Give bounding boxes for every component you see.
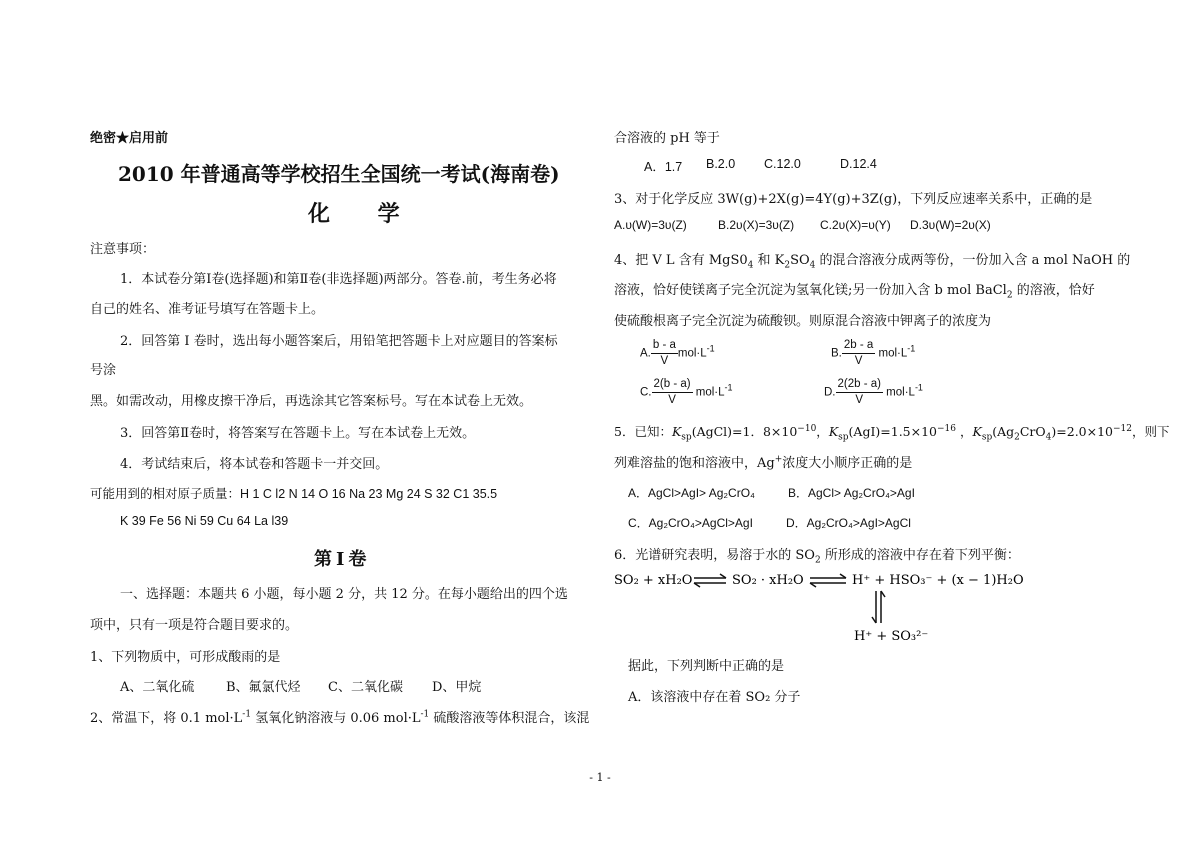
notice-item-2-line1: 2．回答第 I 卷时，选出每小题答案后，用铅笔把答题卡上对应题目的答案标 (120, 334, 558, 349)
q1-option-d: D、甲烷 (432, 680, 482, 695)
equation-bottom: H⁺ + SO₃²⁻ (854, 629, 929, 644)
q2-option-d: D.12.4 (840, 157, 877, 171)
q3-option-b: B.2υ(X)=3υ(Z) (718, 218, 795, 232)
q1-option-b: B、氟氯代烃 (226, 680, 301, 695)
q5-option-a: A．AgCl>AgI> Ag₂CrO₄ (628, 486, 755, 500)
question-6-judge: 据此，下列判断中正确的是 (628, 659, 785, 674)
notice-item-1-line1: 1．本试卷分第Ⅰ卷(选择题)和第Ⅱ卷(非选择题)两部分。答卷.前，考生务必将 (120, 272, 557, 287)
exam-title: 2010 年普通高等学校招生全国统一考试(海南卷) (118, 162, 560, 186)
confidential-label: 绝密★启用前 (90, 131, 169, 146)
question-6-stem: 6．光谱研究表明，易溶于水的 $SO_2$ 所形成的溶液中存在着下列平衡： (614, 548, 1020, 566)
question-5-line2: 列难溶盐的饱和溶液中，Ag+浓度大小顺序正确的是 (614, 454, 913, 471)
question-2-stem-continued: 合溶液的 pH 等于 (614, 131, 720, 146)
section-title: 第Ⅰ卷 (314, 549, 371, 570)
page-number: - 1 - (589, 771, 611, 784)
question-3-stem: 3、对于化学反应 3W(g)+2X(g)=4Y(g)+3Z(g)，下列反应速率关系中，正确的是 (614, 192, 1093, 207)
q1-option-a: A、二氧化硫 (120, 680, 195, 695)
question-4-line2: 溶液，恰好使镁离子完全沉淀为氢氧化镁;另一份加入含 b mol BaCl$_2$ 的溶液，恰好 (614, 283, 1095, 301)
equilibrium-arrow-vertical (872, 591, 885, 623)
q3-option-a: A.υ(W)=3υ(Z) (614, 218, 687, 232)
question-5-line1: 5．已知：$K_{sp}(AgCl)=1$．$8\times 10^{-10}$，$K_{sp}(AgI)=1.5\times 10^{-16}$ ，$K_{sp}(Ag_2CrO_4)=2.0\times 10^{-12}$，则下 (614, 423, 1170, 443)
q3-option-d: D.3υ(W)=2υ(X) (910, 218, 991, 232)
notice-item-1-line2: 自己的姓名、准考证号填写在答题卡上。 (90, 302, 325, 317)
section-intro-line1: 一、选择题：本题共 6 小题，每小题 2 分，共 12 分。在每小题给出的四个选 (120, 587, 568, 602)
q5-option-b: B．AgCl> Ag₂CrO₄>AgI (788, 486, 915, 500)
notice-item-2-line3: 黑。如需改动，用橡皮擦干净后，再选涂其它答案标号。写在本试卷上无效。 (90, 394, 533, 409)
q4-option-b: B. $\frac{2b - a}{V}$ $mol\cdot L^{-1}$ (831, 339, 916, 367)
q4-option-b-fraction: $\frac{2b - a}{V}$ (843, 339, 874, 367)
notice-item-2-line2: 号涂 (90, 363, 117, 378)
q4-option-c-fraction: $\frac{2(b - a)}{V}$ (653, 378, 691, 406)
equilibrium-arrow-1 (694, 574, 726, 587)
equilibrium-arrow-2 (810, 574, 846, 587)
question-4-line1: 4、把 V L 含有 $MgS0_4$ 和 $K_2SO_4$ 的混合溶液分成两等份，一份加入含 a mol NaOH 的 (614, 253, 1131, 271)
notice-heading: 注意事项： (90, 242, 156, 257)
question-2-stem: 2、常温下，将 0.1 $mol\cdot L^{-1}$ 氢氧化钠溶液与 0.06 $mol\cdot L^{-1}$ 硫酸溶液等体积混合，该混 (90, 709, 590, 726)
equation-left: SO₂ + xH₂O (614, 573, 693, 588)
q3-option-c: C.2υ(X)=υ(Y) (820, 218, 891, 232)
question-4-line3: 使硫酸根离子完全沉淀为硫酸钡。则原混合溶液中钾离子的浓度为 (614, 314, 992, 329)
q4-option-c: C. $\frac{2(b - a)}{V}$ $mol\cdot L^{-1}$ (640, 378, 733, 406)
equation-right: H⁺ + HSO₃⁻ + (x − 1)H₂O (852, 573, 1024, 588)
q4-option-d: D. $\frac{2(2b - a)}{V}$ $mol\cdot L^{-1}$ (824, 378, 923, 406)
section-intro-line2: 项中，只有一项是符合题目要求的。 (90, 618, 299, 633)
equation-middle: SO₂ · xH₂O (732, 573, 804, 588)
q2-option-c: C.12.0 (764, 157, 801, 171)
q4-option-a: A. $\frac{b - a}{V}$ $mol\cdot L^{-1}$ (640, 339, 715, 367)
q4-option-d-fraction: $\frac{2(2b - a)}{V}$ (837, 378, 881, 406)
q2-option-a: A．1.7 (644, 160, 683, 174)
notice-item-3: 3．回答第Ⅱ卷时，将答案写在答题卡上。写在本试卷上无效。 (120, 426, 476, 441)
equilibrium-diagram (614, 565, 1024, 645)
atomic-mass-line1: 可能用到的相对原子质量：H 1 C l2 N 14 O 16 Na 23 Mg 24 S 32 C1 35.5 (90, 487, 498, 501)
question-1-stem: 1、下列物质中，可形成酸雨的是 (90, 650, 281, 665)
q6-option-a: A．该溶液中存在着 SO₂ 分子 (628, 690, 801, 705)
q5-option-c: C．Ag₂CrO₄>AgCl>AgI (628, 516, 753, 530)
q4-option-a-fraction: $\frac{b - a}{V}$ (652, 339, 676, 367)
q5-option-d: D．Ag₂CrO₄>AgI>AgCl (786, 516, 911, 530)
atomic-mass-line2: K 39 Fe 56 Ni 59 Cu 64 La l39 (120, 514, 289, 528)
subject-title: 化 学 (308, 201, 420, 227)
notice-item-4: 4．考试结束后，将本试卷和答题卡一并交回。 (120, 457, 389, 472)
q2-option-b: B.2.0 (706, 157, 736, 171)
q1-option-c: C、二氧化碳 (328, 680, 403, 695)
